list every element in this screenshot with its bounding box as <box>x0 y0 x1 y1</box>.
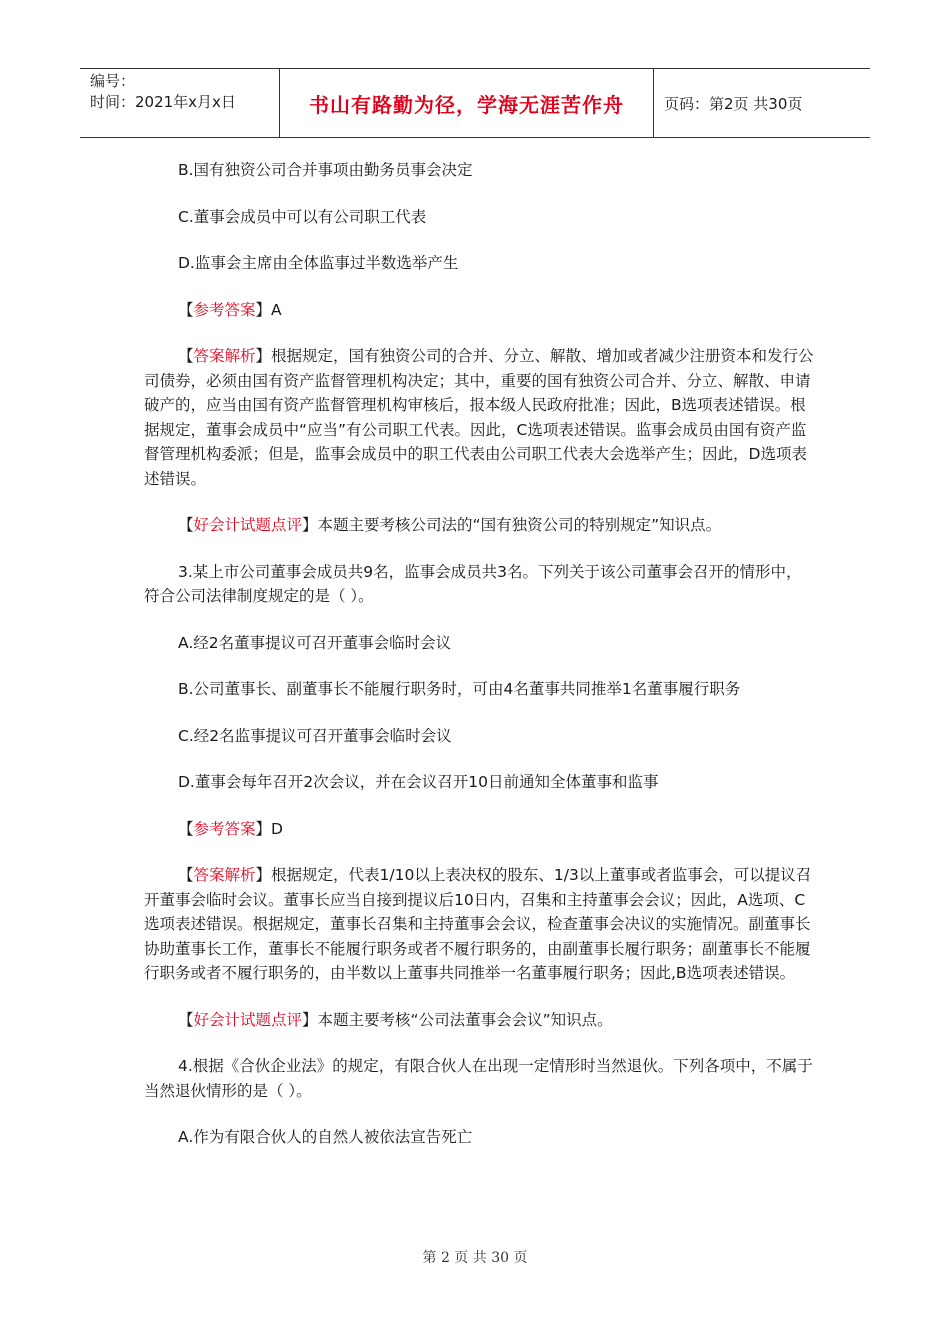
explanation-tag: 答案解析 <box>193 347 256 365</box>
page-label: 页码：第2页 共30页 <box>664 94 803 113</box>
q3-option-a: A.经2名董事提议可召开董事会临时会议 <box>178 633 452 652</box>
q2-option-b: B.国有独资公司合并事项由勤务员事会决定 <box>178 161 473 179</box>
q3-option-d: D.董事会每年召开2次会议，并在会议召开10日前通知全体董事和监事 <box>178 773 659 791</box>
q4-option-a: A.作为有限合伙人的自然人被依法宣告死亡 <box>178 1128 473 1146</box>
q2-answer: 【参考答案】A <box>178 300 282 319</box>
q3-option-c: C.经2名监事提议可召开董事会临时会议 <box>178 726 452 745</box>
explanation-tag: 答案解析 <box>193 866 256 884</box>
page-header <box>80 68 870 138</box>
q3-explanation: 【答案解析】根据规定，代表1/10以上表决权的股东、1/3以上董事或者监事会，可以提议召开董事会临时会议。董事长应当自接到提议后10日内，召集和主持董事会会议；因此，A选项、C选项表述错误。根据规定，董事长召集和主持董事会会议，检查董事会决议的实施情况。副董事长协助董事长工作，董事长不能履行职务或者不履行职务的，由副董事长履行职务；副董事长不能履行职务或者不履行职务的，由半数以上董事共同推举一名董事履行职务；因此,B选项表述错误。 <box>144 866 812 982</box>
answer-value: D <box>271 819 283 838</box>
q2-option-c: C.董事会成员中可以有公司职工代表 <box>178 207 427 226</box>
date-label: 时间：2021年x月x日 <box>90 93 236 111</box>
explanation-text: 根据规定，代表1/10以上表决权的股东、1/3以上董事或者监事会，可以提议召开董事会临时会议。董事长应当自接到提议后10日内，召集和主持董事会会议；因此，A选项、C选项表述错误。根据规定，董事长召集和主持董事会会议，检查董事会决议的实施情况。副董事长协助董事长工作，董事长不能履行职务或者不履行职务的，由副董事长履行职务；副董事长不能履行职务或者不履行职务的，由半数以上董事共同推举一名董事履行职务；因此,B选项表述错误。 <box>144 866 812 982</box>
comment-text: 本题主要考核公司法的“国有独资公司的特别规定”知识点。 <box>317 516 722 534</box>
q3-stem: 3.某上市公司董事会成员共9名，监事会成员共3名。下列关于该公司董事会召开的情形中，符合公司法律制度规定的是（ ）。 <box>144 562 802 605</box>
comment-tag: 好会计试题点评 <box>193 516 303 534</box>
comment-text: 本题主要考核“公司法董事会会议”知识点。 <box>317 1010 613 1029</box>
number-label: 编号： <box>90 72 136 90</box>
answer-tag: 参考答案 <box>193 819 256 838</box>
document-body <box>144 158 814 1150</box>
answer-tag: 参考答案 <box>193 300 256 319</box>
q4-stem: 4.根据《合伙企业法》的规定，有限合伙人在出现一定情形时当然退伙。下列各项中，不属于当然退伙情形的是（ ）。 <box>144 1057 813 1100</box>
q2-comment: 【好会计试题点评】本题主要考核公司法的“国有独资公司的特别规定”知识点。 <box>178 516 722 534</box>
explanation-text: 根据规定，国有独资公司的合并、分立、解散、增加或者减少注册资本和发行公司债券，必须由国有资产监督管理机构决定；其中，重要的国有独资公司合并、分立、解散、申请破产的，应当由国有资产监督管理机构审核后，报本级人民政府批准；因此，B选项表述错误。根据规定，董事会成员中“应当”有公司职工代表。因此，C选项表述错误。监事会成员由国有资产监督管理机构委派；但是，监事会成员中的职工代表由公司职工代表大会选举产生；因此，D选项表述错误。 <box>144 347 814 488</box>
q3-answer: 【参考答案】D <box>178 819 283 838</box>
q3-comment: 【好会计试题点评】本题主要考核“公司法董事会会议”知识点。 <box>178 1010 613 1029</box>
comment-tag: 好会计试题点评 <box>193 1010 303 1029</box>
page-footer: 第 2 页 共 30 页 <box>422 1250 528 1266</box>
q2-option-d: D.监事会主席由全体监事过半数选举产生 <box>178 254 459 272</box>
answer-value: A <box>271 300 282 319</box>
q3-option-b: B.公司董事长、副董事长不能履行职务时，可由4名董事共同推举1名董事履行职务 <box>178 680 741 698</box>
motto: 书山有路勤为径，学海无涯苦作舟 <box>280 69 654 137</box>
q2-explanation: 【答案解析】根据规定，国有独资公司的合并、分立、解散、增加或者减少注册资本和发行公司债券，必须由国有资产监督管理机构决定；其中，重要的国有独资公司合并、分立、解散、申请破产的，应当由国有资产监督管理机构审核后，报本级人民政府批准；因此，B选项表述错误。根据规定，董事会成员中“应当”有公司职工代表。因此，C选项表述错误。监事会成员由国有资产监督管理机构委派；但是，监事会成员中的职工代表由公司职工代表大会选举产生；因此，D选项表述错误。 <box>144 347 814 488</box>
header-meta <box>80 69 280 137</box>
